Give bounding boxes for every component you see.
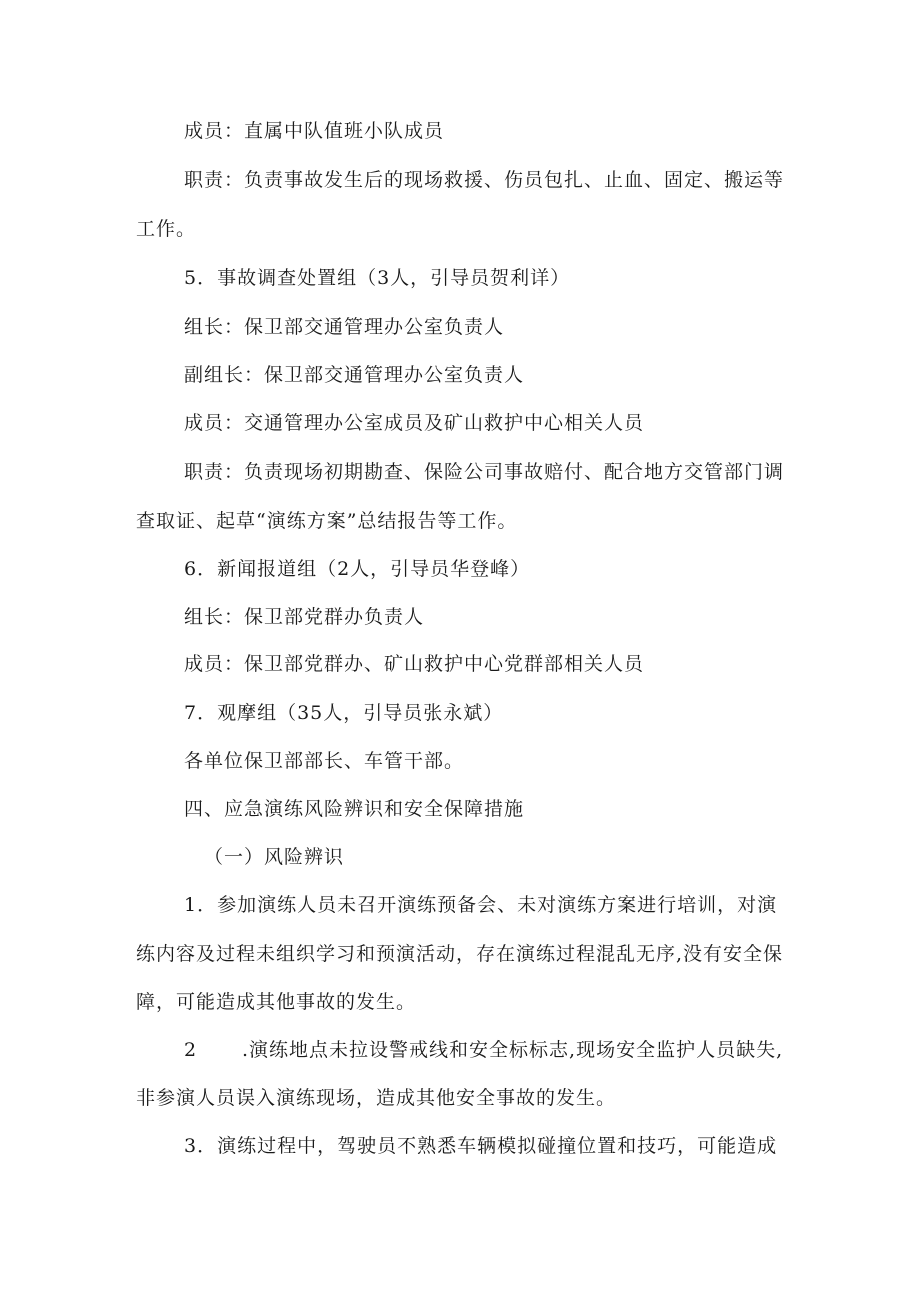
paragraph-risk-1-cont: 练内容及过程未组织学习和预演活动，存在演练过程混乱无序,没有安全保 [136, 943, 784, 965]
heading-news-group: 6．新闻报道组（2人，引导员华登峰） [184, 558, 531, 580]
heading-risk-identification: （一）风险辨识 [204, 846, 345, 868]
paragraph-investigation-leader: 组长：保卫部交通管理办公室负责人 [184, 316, 505, 338]
paragraph-investigation-duty-cont: 查取证、起草“演练方案”总结报告等工作。 [136, 510, 518, 532]
paragraph-rescue-duty: 职责：负责事故发生后的现场救援、伤员包扎、止血、固定、搬运等 [184, 169, 785, 191]
paragraph-investigation-duty: 职责：负责现场初期勘查、保险公司事故赔付、配合地方交管部门调 [184, 461, 785, 483]
paragraph-risk-3: 3．演练过程中，驾驶员不熟悉车辆模拟碰撞位置和技巧，可能造成 [184, 1135, 778, 1157]
paragraph-investigation-deputy: 副组长：保卫部交通管理办公室负责人 [184, 364, 525, 386]
paragraph-news-members: 成员：保卫部党群办、矿山救护中心党群部相关人员 [184, 653, 645, 675]
paragraph-risk-2: .演练地点未拉设警戒线和安全标标志,现场安全监护人员缺失, [242, 1039, 784, 1061]
paragraph-rescue-duty-cont: 工作。 [136, 218, 197, 240]
paragraph-risk-1-cont2: 障，可能造成其他事故的发生。 [136, 991, 417, 1013]
paragraph-risk-2-number: 2 [184, 1039, 198, 1061]
paragraph-risk-2-cont: 非参演人员误入演练现场，造成其他安全事故的发生。 [136, 1087, 617, 1109]
paragraph-risk-1: 1．参加演练人员未召开演练预备会、未对演练方案进行培训，对演 [184, 894, 778, 916]
paragraph-observation-members: 各单位保卫部部长、车管干部。 [184, 750, 465, 772]
heading-section-four: 四、应急演练风险辨识和安全保障措施 [184, 798, 525, 820]
paragraph-investigation-members: 成员：交通管理办公室成员及矿山救护中心相关人员 [184, 412, 645, 434]
heading-investigation-group: 5．事故调查处置组（3人，引导员贺利详） [184, 267, 571, 289]
paragraph-news-leader: 组长：保卫部党群办负责人 [184, 606, 425, 628]
paragraph-members-duty-squad: 成员：直属中队值班小队成员 [184, 120, 445, 142]
heading-observation-group: 7．观摩组（35人，引导员张永斌） [184, 702, 504, 724]
